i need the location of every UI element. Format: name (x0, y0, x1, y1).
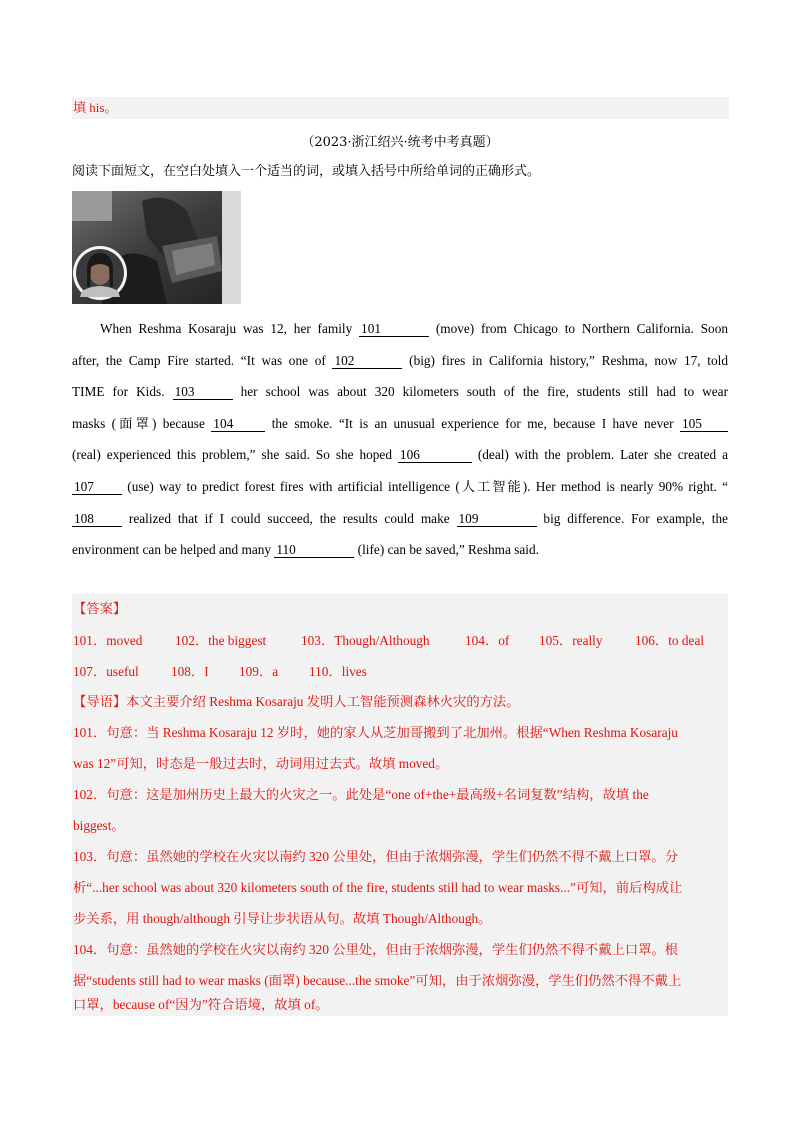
blank-102[interactable]: 102 (332, 354, 402, 369)
passage-text: realized that if I could succeed, the results could make (128, 510, 450, 526)
explanation-104-line: 据“students still had to wear masks (面罩) because...the smoke”可知，由于浓烟弥漫，学生们仍然不得不戴上 (73, 973, 682, 988)
answer-item: 108．I (171, 664, 209, 679)
answer-item: 105．really (539, 633, 603, 648)
explanation-104-line: 口罩，because of“因为”符合语境，故填 of。 (73, 997, 329, 1012)
explanation-102-line: 102．句意：这是加州历史上最大的火灾之一。此处是“one of+the+最高级+名词复数”结构，故填 the (73, 787, 649, 802)
explanation-101-line: 101．句意：当 Reshma Kosaraju 12 岁时，她的家人从芝加哥搬到了北加州。根据“When Reshma Kosaraju (73, 725, 678, 740)
blank-101[interactable]: 101 (359, 322, 429, 337)
question-source: （2023·浙江绍兴·统考中考真题） (301, 135, 499, 150)
passage-text: (big) fires in California history,” Reshma, now 17, told (409, 352, 728, 368)
answer-item: 110．lives (309, 664, 367, 679)
passage-text: after, the Camp Fire started. “It was one of (72, 352, 326, 368)
passage-line (72, 534, 728, 566)
passage-text: environment can be helped and many (72, 542, 272, 558)
blank-109[interactable]: 109 (457, 512, 537, 527)
answer-item: 107．useful (73, 664, 139, 679)
previous-answer-text: 填 his。 (73, 100, 118, 115)
explanation-103-line: 103．句意：虽然她的学校在火灾以南约 320 公里处，但由于浓烟弥漫，学生们仍然不得不戴上口罩。分 (73, 849, 679, 864)
passage-line (72, 439, 728, 471)
explanation-103-line: 步关系，用 though/although 引导让步状语从句。故填 Though/Although。 (73, 911, 492, 926)
passage-line (72, 376, 728, 408)
passage-text: (life) can be saved,” Reshma said. (357, 542, 539, 558)
passage-text: TIME for Kids. (72, 384, 165, 400)
passage-photo (72, 191, 241, 304)
answer-section (72, 594, 728, 1016)
answer-header: 【答案】 (73, 601, 127, 616)
answer-item: 104．of (465, 633, 510, 648)
passage-text: (move) from Chicago to Northern California. Soon (435, 321, 728, 336)
explanation-104-line: 104．句意：虽然她的学校在火灾以南约 320 公里处，但由于浓烟弥漫，学生们仍然不得不戴上口罩。根 (73, 942, 679, 957)
blank-104[interactable]: 104 (211, 417, 265, 432)
passage-text: (real) experienced this problem,” she said. So she hoped (72, 447, 392, 463)
answer-item: 102．the biggest (175, 633, 267, 648)
blank-105[interactable]: 105 (680, 417, 728, 432)
passage-text: When Reshma Kosaraju was 12, her family (100, 321, 353, 336)
passage-line (72, 345, 728, 377)
answer-item: 101．moved (73, 633, 143, 648)
explanation-101-line: was 12”可知，时态是一般过去时，动词用过去式。故填 moved。 (73, 756, 449, 771)
answer-item: 109．a (239, 664, 279, 679)
answer-item: 103．Though/Although (301, 633, 430, 648)
passage-line (72, 313, 728, 345)
answer-item: 106．to deal (635, 633, 705, 648)
passage-line (72, 471, 728, 503)
explanation-103-line: 析“...her school was about 320 kilometers south of the fire, students still had to wear masks...”可知，前后构成让 (73, 880, 683, 895)
passage-text: (use) way to predict forest fires with artificial intelligence (人工智能). Her method is nearly 90% right. “ (127, 478, 728, 494)
blank-110[interactable]: 110 (274, 543, 354, 558)
passage-text: big difference. For example, the (543, 510, 728, 526)
reading-passage (72, 313, 728, 566)
passage-line (72, 503, 728, 535)
blank-106[interactable]: 106 (398, 448, 472, 463)
answer-guide: 【导语】本文主要介绍 Reshma Kosaraju 发明人工智能预测森林火灾的方法。 (73, 694, 520, 709)
question-instruction: 阅读下面短文，在空白处填入一个适当的词，或填入括号中所给单词的正确形式。 (72, 164, 541, 179)
explanation-102-line: biggest。 (73, 818, 125, 833)
blank-108[interactable]: 108 (72, 512, 122, 527)
blank-107[interactable]: 107 (72, 480, 122, 495)
passage-text: the smoke. “It is an unusual experience for me, because I have never (271, 415, 674, 431)
passage-text: masks (面罩) because (72, 415, 205, 431)
blank-103[interactable]: 103 (173, 385, 233, 400)
passage-text: her school was about 320 kilometers south of the fire, students still had to wear (240, 384, 729, 400)
previous-answer-tail (72, 97, 729, 119)
photo-illustration (72, 191, 241, 304)
passage-text: (deal) with the problem. Later she created a (477, 447, 728, 463)
passage-line (72, 408, 728, 440)
